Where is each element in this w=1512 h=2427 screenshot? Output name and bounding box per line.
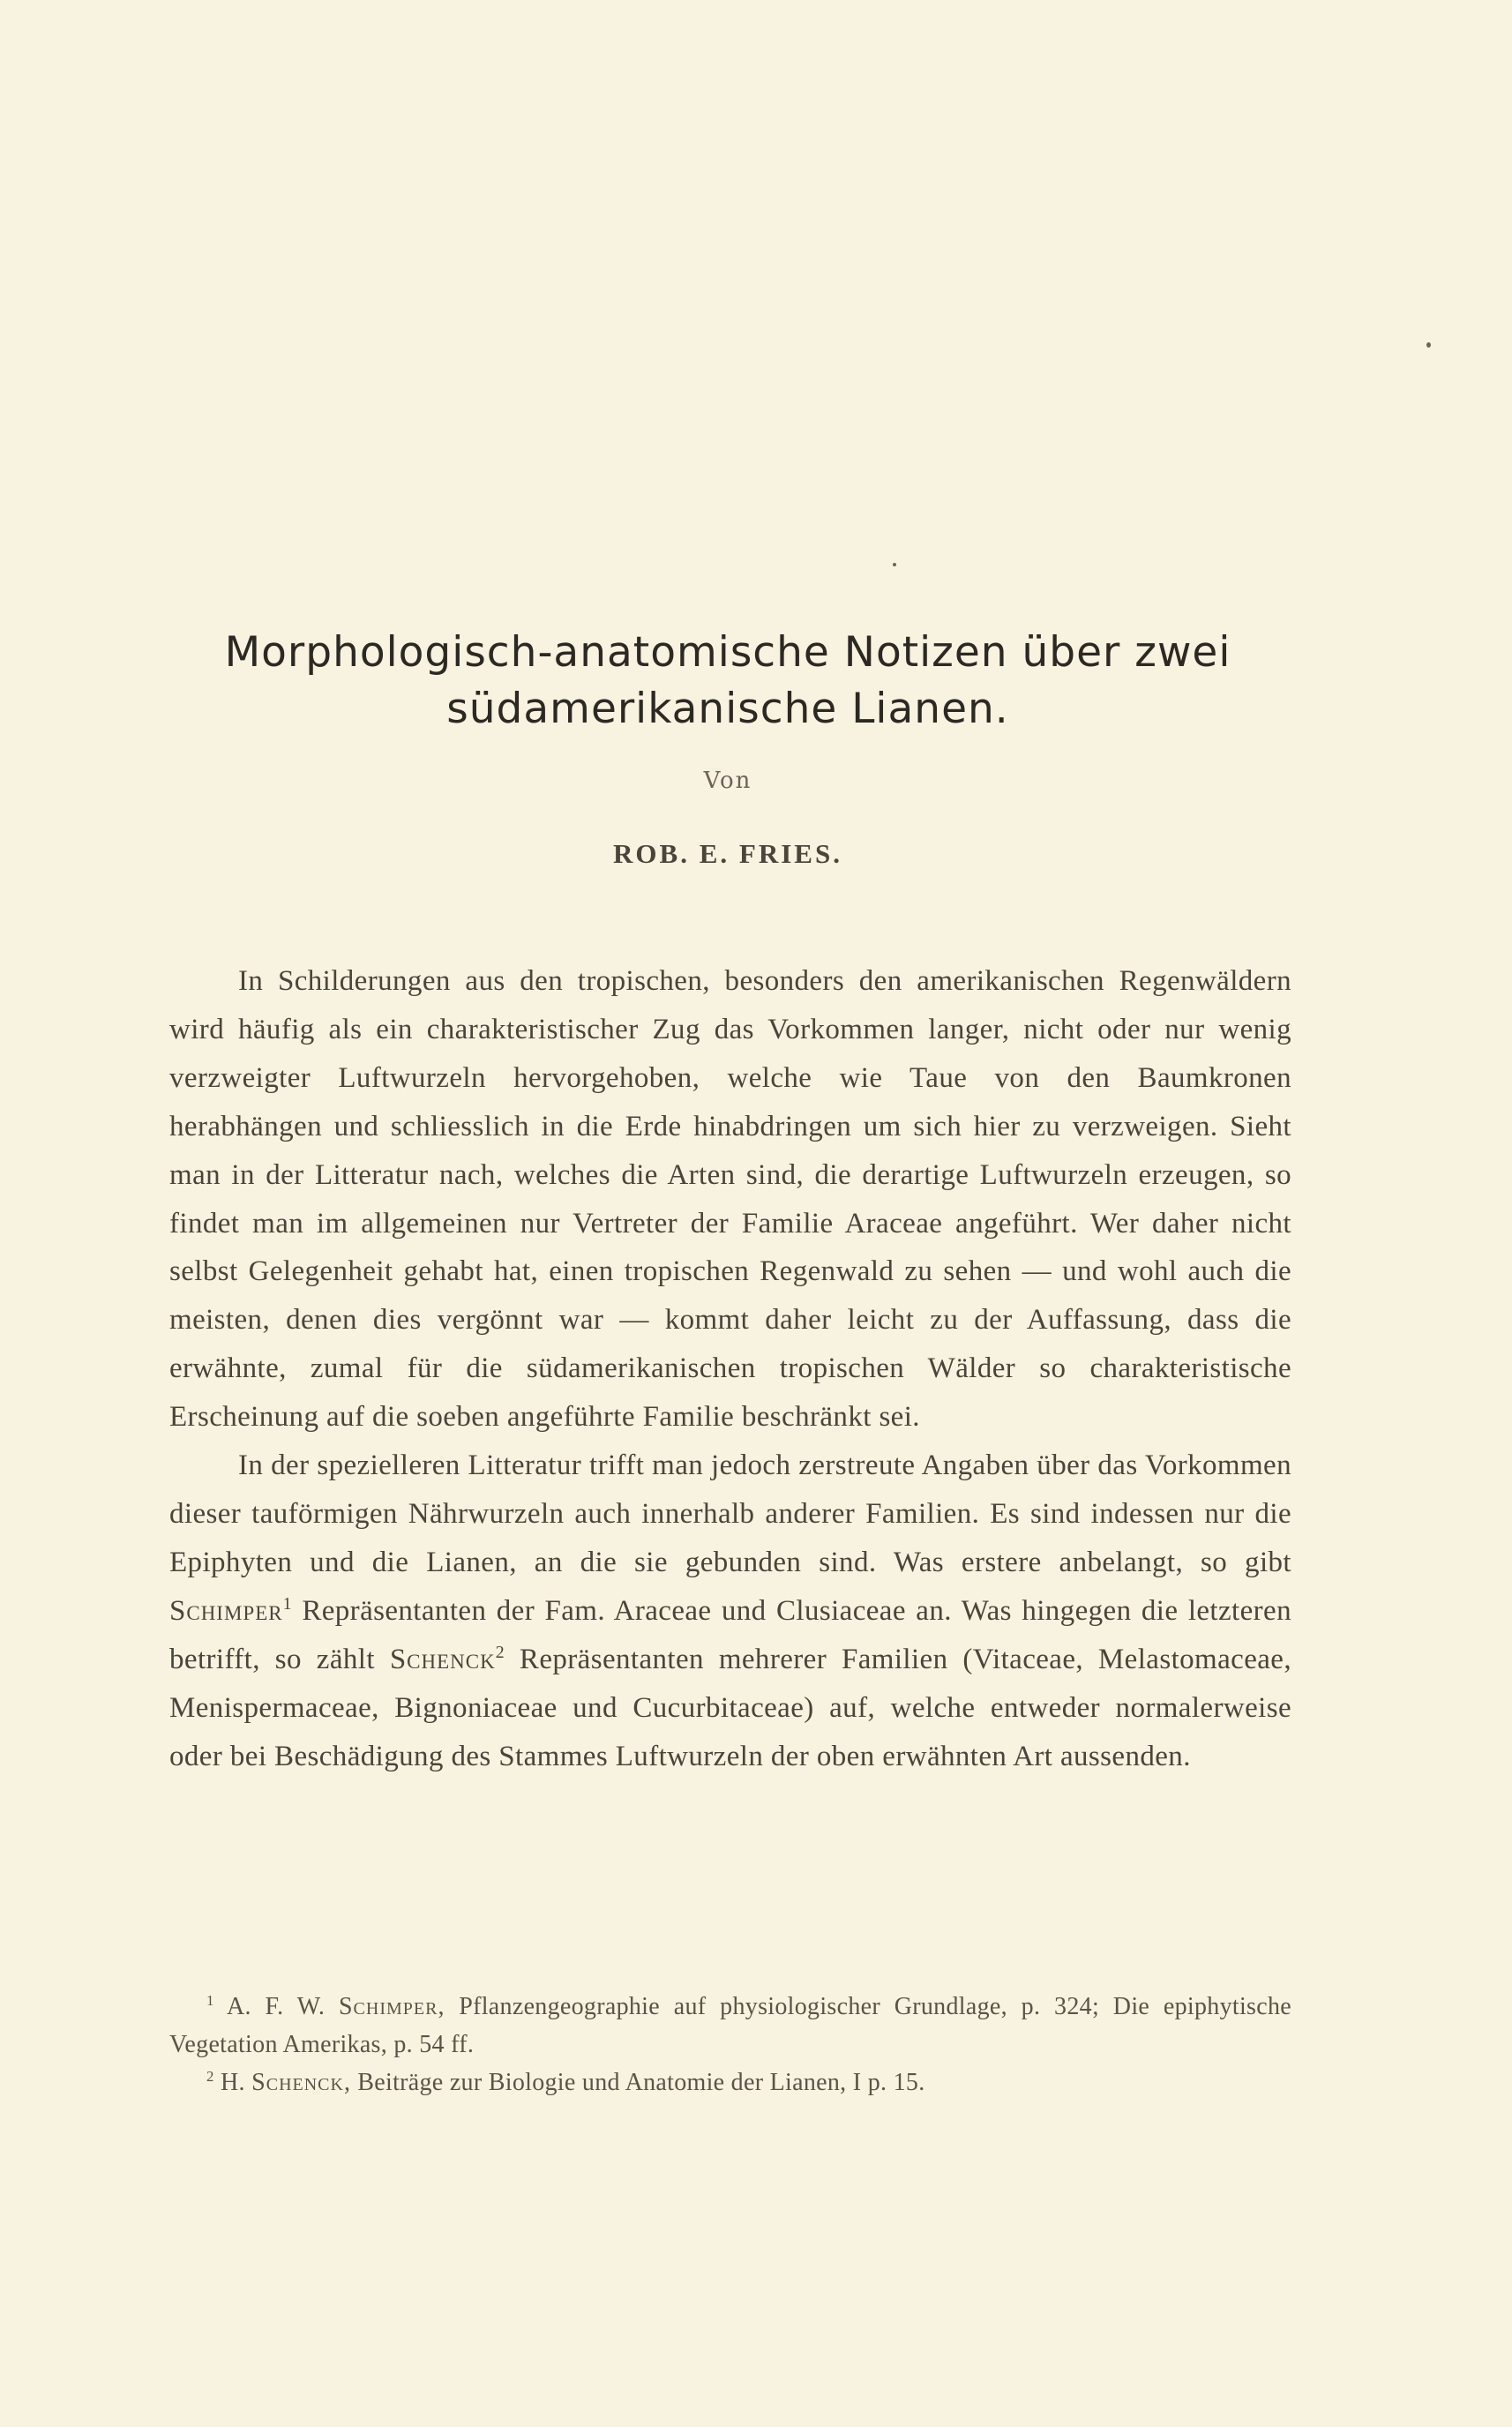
author-ref-schimper: Schimper [169, 1594, 283, 1627]
title-line-2: südamerikanische Lianen. [446, 685, 1009, 733]
paragraph-2-part-b: Repräsentanten der Fam. Araceae und Clusiaceae an. Was hingegen die letzteren betrifft, so zählt [169, 1594, 1291, 1675]
footnote-1-mark: 1 [206, 1991, 214, 2009]
scan-speck [1426, 342, 1431, 348]
footnote-1 [169, 1988, 1291, 2064]
footnote-ref-1: 1 [282, 1593, 292, 1614]
article-title [141, 625, 1314, 738]
footnote-2-initials: H. [221, 2069, 245, 2096]
footnotes [169, 1988, 1291, 2101]
footnote-2-author: Schenck, [251, 2069, 351, 2096]
footnote-2-mark: 2 [206, 2067, 214, 2085]
paragraph-2-part-c: Repräsentanten mehrerer Familien (Vitaceae, Melastomaceae, Menispermaceae, Bignoniaceae und Cucurbitaceae) auf, welche entweder normalerweise oder bei Beschädigung des Stammes Luftwurzeln der oben erwähnten Art aussenden. [169, 1643, 1291, 1772]
footnote-ref-2: 2 [495, 1642, 505, 1662]
author-name: ROB. E. FRIES. [613, 838, 842, 869]
von-label: Von [703, 768, 752, 794]
footnote-1-text: Pflanzengeographie auf physiologischer Grundlage, p. 324; Die epiphytische Vegetation Amerikas, p. 54 ff. [169, 1993, 1292, 2058]
paragraph-2-part-a: In der spezielleren Litteratur trifft man jedoch zerstreute Angaben über das Vorkommen dieser tauförmigen Nährwurzeln auch innerhalb anderer Familien. Es sind indessen nur die Epiphyten und die Lianen, an die sie gebunden sind. Was erstere anbelangt, so gibt [169, 1449, 1291, 1578]
paragraph-2 [169, 1442, 1291, 1780]
scan-speck [893, 563, 896, 566]
footnote-1-author: Schimper, [338, 1993, 445, 2020]
footnote-1-initials: A. F. W. [226, 1993, 326, 2020]
title-line-1: Morphologisch-anatomische Notizen über zwei [224, 628, 1231, 677]
article-body [169, 957, 1291, 1780]
footnote-2 [169, 2064, 1291, 2101]
paragraph-1: In Schilderungen aus den tropischen, besonders den amerikanischen Regenwäldern wird häufig als ein charakteristischer Zug das Vorkommen langer, nicht oder nur wenig verzweigter Luftwurzeln hervorgehoben, welche wie Taue von den Baumkronen herabhängen und schliesslich in die Erde hinabdringen um sich hier zu verzweigen. Sieht man in der Litteratur nach, welches die Arten sind, die derartige Luftwurzeln erzeugen, so findet man im allgemeinen nur Vertreter der Familie Araceae angeführt. Wer daher nicht selbst Gelegenheit gehabt hat, einen tropischen Regenwald zu sehen — und wohl auch die meisten, denen dies vergönnt war — kommt daher leicht zu der Auffassung, dass die erwähnte, zumal für die südamerikanischen tropischen Wälder so charakteristische Erscheinung auf die soeben angeführte Familie beschränkt sei. [169, 965, 1291, 1434]
author-ref-schenck: Schenck [389, 1643, 496, 1675]
footnote-2-text: Beiträge zur Biologie und Anatomie der Lianen, I p. 15. [357, 2069, 925, 2096]
